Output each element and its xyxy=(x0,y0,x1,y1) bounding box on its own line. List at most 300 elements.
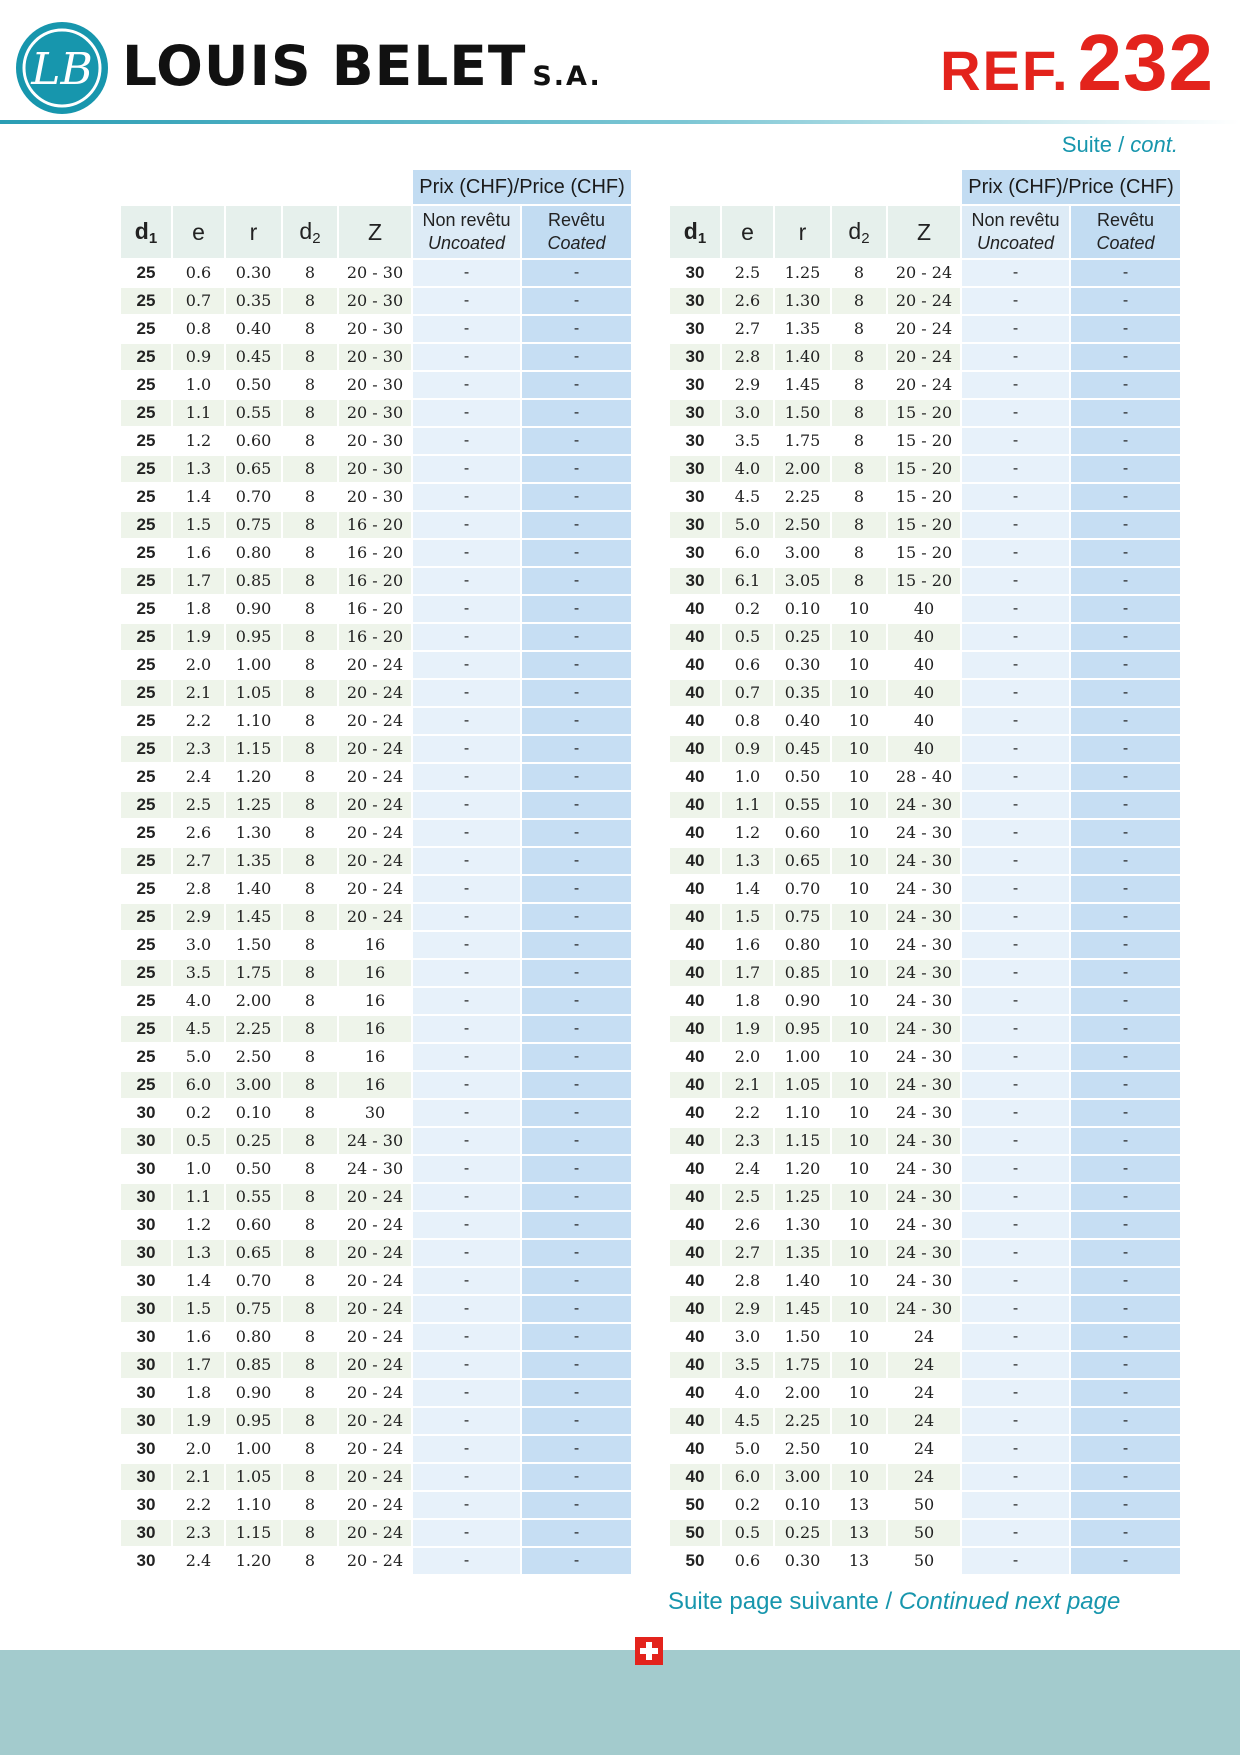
cell-d2: 8 xyxy=(283,904,339,932)
table-row xyxy=(121,820,631,848)
cell-z: 24 - 30 xyxy=(339,1156,413,1184)
cell-d1: 40 xyxy=(670,1044,722,1072)
cell-d1: 40 xyxy=(670,1212,722,1240)
table-row xyxy=(670,876,1180,904)
cell-z: 20 - 24 xyxy=(888,288,962,316)
cell-d2: 8 xyxy=(283,1520,339,1548)
cell-price-coated: - xyxy=(522,1492,631,1520)
cell-price-coated: - xyxy=(1071,932,1180,960)
cell-z: 16 xyxy=(339,1072,413,1100)
cell-d2: 10 xyxy=(832,1100,888,1128)
cell-r: 0.40 xyxy=(775,708,832,736)
cell-d1: 25 xyxy=(121,1044,173,1072)
cell-d2: 8 xyxy=(283,848,339,876)
cell-d1: 50 xyxy=(670,1548,722,1576)
cell-d2: 8 xyxy=(832,512,888,540)
cell-e: 0.5 xyxy=(173,1128,226,1156)
column-header-e: e xyxy=(722,206,775,260)
cell-r: 0.85 xyxy=(775,960,832,988)
cell-e: 6.1 xyxy=(722,568,775,596)
cell-d2: 8 xyxy=(283,932,339,960)
cell-d2: 8 xyxy=(832,484,888,512)
cell-price-coated: - xyxy=(1071,1380,1180,1408)
column-header-coated: Revêtu Coated xyxy=(1071,206,1180,260)
cell-e: 0.9 xyxy=(173,344,226,372)
column-header-d2: $d_2$ xyxy=(832,206,888,260)
cell-e: 1.4 xyxy=(722,876,775,904)
cell-z: 24 - 30 xyxy=(888,1268,962,1296)
table-row xyxy=(121,708,631,736)
cell-price-coated: - xyxy=(1071,400,1180,428)
cell-d1: 25 xyxy=(121,680,173,708)
cell-z: 15 - 20 xyxy=(888,512,962,540)
table-row xyxy=(121,1520,631,1548)
cell-price-coated: - xyxy=(522,456,631,484)
cell-price-coated: - xyxy=(522,1240,631,1268)
cell-z: 16 - 20 xyxy=(339,568,413,596)
cell-d1: 30 xyxy=(670,344,722,372)
cell-r: 0.25 xyxy=(775,1520,832,1548)
cell-price-coated: - xyxy=(1071,316,1180,344)
cell-z: 24 - 30 xyxy=(888,1100,962,1128)
header-divider xyxy=(0,120,1240,124)
cell-d1: 40 xyxy=(670,680,722,708)
cell-price-coated: - xyxy=(1071,1352,1180,1380)
cell-z: 24 - 30 xyxy=(888,1184,962,1212)
cell-d2: 8 xyxy=(832,316,888,344)
cell-d1: 40 xyxy=(670,1100,722,1128)
cell-d2: 8 xyxy=(283,1380,339,1408)
cell-price-coated: - xyxy=(1071,512,1180,540)
cell-d2: 10 xyxy=(832,1436,888,1464)
cell-z: 15 - 20 xyxy=(888,568,962,596)
cell-price-uncoated: - xyxy=(413,904,522,932)
cell-price-uncoated: - xyxy=(962,344,1071,372)
table-row xyxy=(670,652,1180,680)
cell-r: 0.80 xyxy=(226,1324,283,1352)
cell-r: 1.20 xyxy=(226,1548,283,1576)
cell-price-uncoated: - xyxy=(962,1016,1071,1044)
cell-price-uncoated: - xyxy=(962,400,1071,428)
cell-price-coated: - xyxy=(522,624,631,652)
cell-d1: 25 xyxy=(121,260,173,288)
cell-r: 0.90 xyxy=(226,1380,283,1408)
cell-d2: 8 xyxy=(832,400,888,428)
cell-d1: 25 xyxy=(121,932,173,960)
cell-e: 2.6 xyxy=(173,820,226,848)
cell-price-uncoated: - xyxy=(413,344,522,372)
cell-d2: 10 xyxy=(832,988,888,1016)
cell-e: 0.5 xyxy=(722,1520,775,1548)
cell-price-coated: - xyxy=(1071,1268,1180,1296)
cell-z: 15 - 20 xyxy=(888,540,962,568)
table-row xyxy=(670,1296,1180,1324)
cell-z: 24 - 30 xyxy=(888,988,962,1016)
cell-e: 0.2 xyxy=(722,596,775,624)
cell-r: 1.20 xyxy=(775,1156,832,1184)
cell-e: 0.8 xyxy=(722,708,775,736)
cell-r: 1.40 xyxy=(775,1268,832,1296)
table-row xyxy=(121,792,631,820)
table-row xyxy=(121,540,631,568)
cell-z: 20 - 30 xyxy=(339,260,413,288)
cell-price-uncoated: - xyxy=(413,1464,522,1492)
cell-price-uncoated: - xyxy=(962,540,1071,568)
table-row xyxy=(670,960,1180,988)
table-row xyxy=(670,288,1180,316)
column-header-uncoated: Non revêtu Uncoated xyxy=(413,206,522,260)
cell-price-uncoated: - xyxy=(962,260,1071,288)
cell-z: 20 - 24 xyxy=(339,652,413,680)
cell-d2: 8 xyxy=(832,372,888,400)
cell-price-coated: - xyxy=(1071,456,1180,484)
cell-r: 0.45 xyxy=(226,344,283,372)
cell-z: 24 xyxy=(888,1408,962,1436)
cell-price-uncoated: - xyxy=(413,988,522,1016)
table-row xyxy=(670,1268,1180,1296)
cell-d2: 8 xyxy=(283,484,339,512)
cell-e: 4.5 xyxy=(722,1408,775,1436)
cell-e: 1.2 xyxy=(722,820,775,848)
cell-price-uncoated: - xyxy=(962,1380,1071,1408)
cell-d2: 8 xyxy=(283,568,339,596)
cell-d1: 25 xyxy=(121,764,173,792)
cell-price-uncoated: - xyxy=(962,680,1071,708)
cell-z: 24 - 30 xyxy=(888,960,962,988)
cell-z: 20 - 24 xyxy=(339,1324,413,1352)
cell-d2: 8 xyxy=(283,652,339,680)
cell-z: 20 - 24 xyxy=(339,736,413,764)
footer-band xyxy=(0,1650,1240,1755)
cell-price-uncoated: - xyxy=(413,1380,522,1408)
cell-e: 1.8 xyxy=(173,596,226,624)
cell-d2: 8 xyxy=(283,1072,339,1100)
cell-r: 2.00 xyxy=(226,988,283,1016)
cell-z: 20 - 24 xyxy=(339,1184,413,1212)
table-row xyxy=(121,960,631,988)
table-row xyxy=(670,988,1180,1016)
cell-e: 2.0 xyxy=(722,1044,775,1072)
cell-price-coated: - xyxy=(1071,1212,1180,1240)
cell-d1: 40 xyxy=(670,708,722,736)
cell-d1: 40 xyxy=(670,652,722,680)
cell-price-coated: - xyxy=(522,736,631,764)
cell-e: 3.5 xyxy=(722,1352,775,1380)
cell-z: 24 - 30 xyxy=(888,904,962,932)
cell-price-coated: - xyxy=(522,1100,631,1128)
column-header-r: r xyxy=(775,206,832,260)
column-header-z: Z xyxy=(888,206,962,260)
cell-r: 3.00 xyxy=(775,1464,832,1492)
cell-r: 1.30 xyxy=(775,288,832,316)
company-name xyxy=(122,34,602,109)
cell-price-uncoated: - xyxy=(413,260,522,288)
table-row xyxy=(121,1380,631,1408)
cell-d2: 8 xyxy=(832,568,888,596)
cell-price-uncoated: - xyxy=(413,848,522,876)
cell-z: 24 - 30 xyxy=(888,792,962,820)
cell-price-coated: - xyxy=(1071,708,1180,736)
cell-z: 24 xyxy=(888,1436,962,1464)
cell-e: 0.6 xyxy=(722,652,775,680)
cell-d2: 8 xyxy=(832,456,888,484)
cell-price-uncoated: - xyxy=(962,1408,1071,1436)
cell-r: 0.85 xyxy=(226,568,283,596)
cell-d1: 30 xyxy=(121,1380,173,1408)
cell-r: 0.40 xyxy=(226,316,283,344)
cell-e: 1.9 xyxy=(722,1016,775,1044)
cell-z: 20 - 24 xyxy=(339,1240,413,1268)
reference-title xyxy=(940,18,1214,131)
cell-e: 0.9 xyxy=(722,736,775,764)
cell-price-uncoated: - xyxy=(962,876,1071,904)
cell-e: 5.0 xyxy=(722,1436,775,1464)
cell-e: 1.2 xyxy=(173,1212,226,1240)
table-row xyxy=(121,288,631,316)
cell-d1: 30 xyxy=(670,400,722,428)
company-suffix: S.A. xyxy=(532,61,602,92)
cell-r: 3.00 xyxy=(226,1072,283,1100)
cell-r: 0.65 xyxy=(226,456,283,484)
cell-z: 20 - 24 xyxy=(339,876,413,904)
cell-price-coated: - xyxy=(1071,1240,1180,1268)
cell-price-coated: - xyxy=(1071,1016,1180,1044)
cell-price-uncoated: - xyxy=(413,736,522,764)
cell-d1: 30 xyxy=(670,512,722,540)
cell-d1: 30 xyxy=(121,1324,173,1352)
cell-price-coated: - xyxy=(1071,1128,1180,1156)
cell-z: 24 - 30 xyxy=(888,932,962,960)
cell-d2: 8 xyxy=(283,1212,339,1240)
cell-z: 15 - 20 xyxy=(888,428,962,456)
cell-r: 0.35 xyxy=(775,680,832,708)
cell-z: 20 - 24 xyxy=(339,848,413,876)
cell-price-uncoated: - xyxy=(962,288,1071,316)
cell-r: 1.35 xyxy=(226,848,283,876)
cell-e: 2.5 xyxy=(722,260,775,288)
cell-r: 1.25 xyxy=(775,1184,832,1212)
cell-e: 1.0 xyxy=(173,372,226,400)
cell-d1: 40 xyxy=(670,1324,722,1352)
cell-price-coated: - xyxy=(1071,288,1180,316)
cell-z: 24 - 30 xyxy=(888,1212,962,1240)
cell-d1: 25 xyxy=(121,960,173,988)
cell-z: 24 - 30 xyxy=(888,1072,962,1100)
cell-price-uncoated: - xyxy=(962,1548,1071,1576)
cell-e: 4.5 xyxy=(173,1016,226,1044)
cell-price-uncoated: - xyxy=(413,1548,522,1576)
cell-d2: 8 xyxy=(283,344,339,372)
cell-price-uncoated: - xyxy=(413,960,522,988)
cell-price-coated: - xyxy=(1071,1520,1180,1548)
cell-price-coated: - xyxy=(522,288,631,316)
cell-e: 2.5 xyxy=(173,792,226,820)
cell-price-uncoated: - xyxy=(962,988,1071,1016)
cell-d1: 30 xyxy=(121,1212,173,1240)
table-row xyxy=(121,1128,631,1156)
cell-r: 1.45 xyxy=(226,904,283,932)
cell-z: 20 - 24 xyxy=(339,680,413,708)
cell-d1: 30 xyxy=(121,1492,173,1520)
cell-d1: 30 xyxy=(121,1184,173,1212)
cell-d1: 40 xyxy=(670,792,722,820)
cell-e: 1.8 xyxy=(173,1380,226,1408)
cell-d2: 10 xyxy=(832,596,888,624)
cell-z: 20 - 30 xyxy=(339,400,413,428)
cell-price-coated: - xyxy=(522,1044,631,1072)
cell-price-coated: - xyxy=(522,820,631,848)
cell-z: 20 - 24 xyxy=(339,1492,413,1520)
table-row xyxy=(121,1156,631,1184)
cell-z: 20 - 24 xyxy=(339,1408,413,1436)
cell-d2: 8 xyxy=(283,1184,339,1212)
cell-e: 1.4 xyxy=(173,1268,226,1296)
cell-price-coated: - xyxy=(1071,1492,1180,1520)
cell-r: 0.70 xyxy=(226,1268,283,1296)
table-row xyxy=(670,792,1180,820)
cell-r: 0.45 xyxy=(775,736,832,764)
cell-d2: 8 xyxy=(283,1156,339,1184)
cell-d2: 10 xyxy=(832,1156,888,1184)
table-row xyxy=(670,1016,1180,1044)
cell-d2: 8 xyxy=(283,1240,339,1268)
cell-price-uncoated: - xyxy=(962,1128,1071,1156)
cell-r: 1.05 xyxy=(226,1464,283,1492)
cell-price-coated: - xyxy=(1071,596,1180,624)
cell-price-coated: - xyxy=(522,1408,631,1436)
table-row xyxy=(121,372,631,400)
table-row xyxy=(121,428,631,456)
cell-d1: 50 xyxy=(670,1520,722,1548)
cell-price-uncoated: - xyxy=(413,372,522,400)
cell-e: 0.6 xyxy=(722,1548,775,1576)
cell-d1: 25 xyxy=(121,1072,173,1100)
table-row xyxy=(670,1408,1180,1436)
table-row xyxy=(670,456,1180,484)
cell-d1: 25 xyxy=(121,708,173,736)
cell-r: 0.50 xyxy=(226,1156,283,1184)
cell-r: 3.05 xyxy=(775,568,832,596)
cell-z: 20 - 24 xyxy=(339,1380,413,1408)
table-row xyxy=(121,1548,631,1576)
cell-d2: 8 xyxy=(283,820,339,848)
cell-e: 1.1 xyxy=(173,1184,226,1212)
cell-price-uncoated: - xyxy=(962,316,1071,344)
cell-d1: 50 xyxy=(670,1492,722,1520)
swiss-flag-icon xyxy=(635,1637,663,1665)
cell-price-uncoated: - xyxy=(413,596,522,624)
cell-d2: 8 xyxy=(283,1268,339,1296)
cell-r: 0.55 xyxy=(775,792,832,820)
cell-z: 20 - 24 xyxy=(339,792,413,820)
table-row xyxy=(670,1548,1180,1576)
table-row xyxy=(121,400,631,428)
continued-prefix: Suite / xyxy=(1061,132,1131,157)
cell-d2: 10 xyxy=(832,652,888,680)
cell-price-coated: - xyxy=(522,708,631,736)
cell-price-coated: - xyxy=(1071,904,1180,932)
header-spacer xyxy=(121,170,413,206)
cell-price-coated: - xyxy=(1071,764,1180,792)
cell-price-coated: - xyxy=(522,344,631,372)
cell-price-uncoated: - xyxy=(413,428,522,456)
table-row xyxy=(670,596,1180,624)
table-row xyxy=(121,1492,631,1520)
cell-price-coated: - xyxy=(522,1072,631,1100)
cell-d2: 8 xyxy=(283,1324,339,1352)
cell-d2: 8 xyxy=(283,1296,339,1324)
cell-r: 1.10 xyxy=(226,708,283,736)
cell-price-uncoated: - xyxy=(962,1184,1071,1212)
cell-d2: 10 xyxy=(832,1240,888,1268)
cell-z: 20 - 30 xyxy=(339,484,413,512)
continued-next-fr: Suite page suivante / xyxy=(668,1588,899,1615)
cell-r: 2.25 xyxy=(775,1408,832,1436)
cell-z: 20 - 24 xyxy=(339,1296,413,1324)
cell-d1: 40 xyxy=(670,1072,722,1100)
table-row xyxy=(670,1436,1180,1464)
table-row xyxy=(670,1520,1180,1548)
cell-price-coated: - xyxy=(522,1548,631,1576)
cell-d1: 40 xyxy=(670,1184,722,1212)
cell-z: 20 - 24 xyxy=(339,1520,413,1548)
cell-price-uncoated: - xyxy=(962,708,1071,736)
cell-price-coated: - xyxy=(522,1436,631,1464)
cell-d2: 10 xyxy=(832,1016,888,1044)
cell-r: 0.85 xyxy=(226,1352,283,1380)
cell-price-uncoated: - xyxy=(413,1436,522,1464)
cell-z: 16 - 20 xyxy=(339,624,413,652)
cell-price-coated: - xyxy=(1071,1100,1180,1128)
table-row xyxy=(670,1156,1180,1184)
cell-e: 0.8 xyxy=(173,316,226,344)
cell-r: 0.30 xyxy=(775,652,832,680)
cell-price-uncoated: - xyxy=(962,512,1071,540)
cell-price-uncoated: - xyxy=(413,1044,522,1072)
cell-price-coated: - xyxy=(522,1156,631,1184)
cell-e: 5.0 xyxy=(722,512,775,540)
cell-z: 15 - 20 xyxy=(888,456,962,484)
cell-d1: 25 xyxy=(121,372,173,400)
cell-price-coated: - xyxy=(522,1380,631,1408)
cell-d2: 8 xyxy=(283,1016,339,1044)
cell-r: 0.75 xyxy=(226,512,283,540)
cell-price-coated: - xyxy=(1071,820,1180,848)
cell-d1: 30 xyxy=(670,372,722,400)
cell-e: 1.1 xyxy=(173,400,226,428)
cell-e: 4.0 xyxy=(722,456,775,484)
cell-price-uncoated: - xyxy=(413,1212,522,1240)
cell-price-coated: - xyxy=(522,960,631,988)
cell-e: 2.7 xyxy=(722,1240,775,1268)
cell-d1: 40 xyxy=(670,1436,722,1464)
cell-d2: 8 xyxy=(283,1436,339,1464)
cell-d2: 10 xyxy=(832,932,888,960)
cell-price-coated: - xyxy=(522,1184,631,1212)
cell-r: 1.25 xyxy=(226,792,283,820)
cell-r: 0.50 xyxy=(226,372,283,400)
table-row xyxy=(121,568,631,596)
cell-d1: 25 xyxy=(121,596,173,624)
cell-e: 2.2 xyxy=(173,1492,226,1520)
table-body-right xyxy=(670,260,1180,1576)
cell-d2: 8 xyxy=(283,1128,339,1156)
cell-z: 40 xyxy=(888,652,962,680)
table-row xyxy=(121,1016,631,1044)
table-row xyxy=(670,904,1180,932)
cell-e: 1.7 xyxy=(722,960,775,988)
cell-r: 2.00 xyxy=(775,456,832,484)
